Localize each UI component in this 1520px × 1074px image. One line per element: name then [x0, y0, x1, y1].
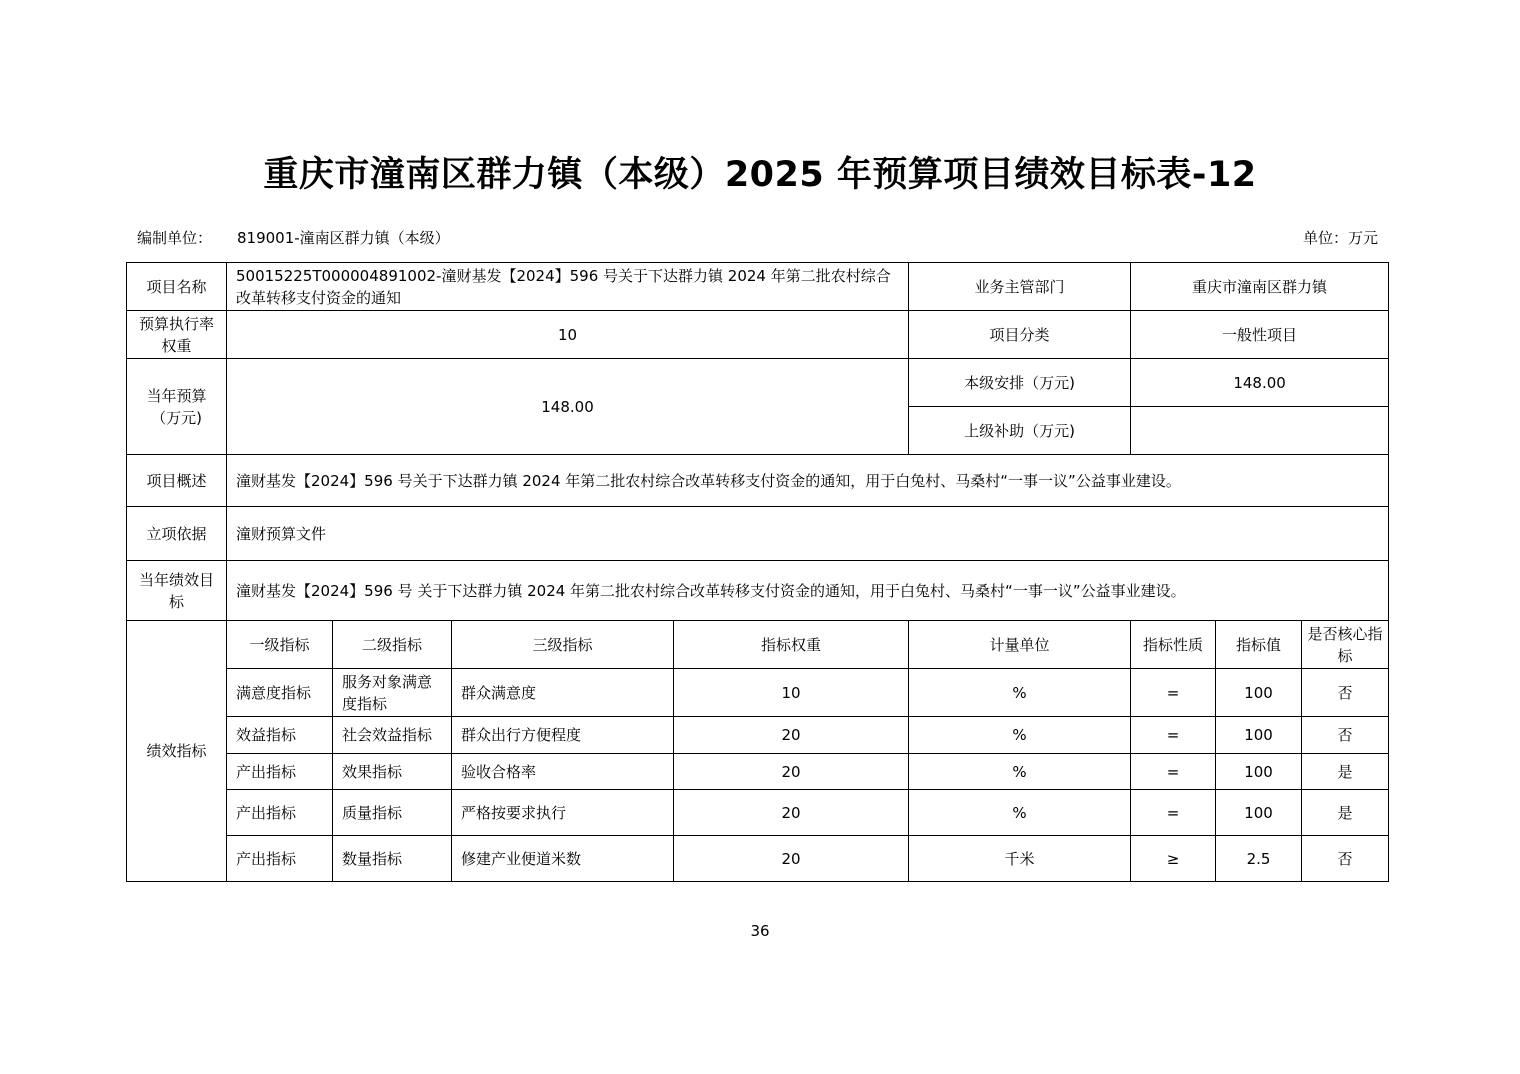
- cell-nature: =: [1131, 790, 1216, 836]
- weight-label: 预算执行率权重: [127, 311, 227, 359]
- cell-value: 100: [1216, 790, 1302, 836]
- cell-value: 100: [1216, 669, 1302, 717]
- cell-level2: 社会效益指标: [333, 717, 452, 754]
- cell-weight: 20: [674, 754, 909, 790]
- cell-level3: 群众满意度: [452, 669, 674, 717]
- dept-label: 业务主管部门: [909, 263, 1131, 311]
- header-core: 是否核心指标: [1302, 621, 1389, 669]
- local-value: 148.00: [1131, 359, 1389, 407]
- goal-label: 当年绩效目标: [127, 561, 227, 621]
- budget-label: 当年预算（万元): [127, 359, 227, 455]
- org-label: 编制单位：: [137, 229, 213, 247]
- cell-level3: 严格按要求执行: [452, 790, 674, 836]
- header-nature: 指标性质: [1131, 621, 1216, 669]
- cell-nature: =: [1131, 754, 1216, 790]
- cell-nature: =: [1131, 717, 1216, 754]
- local-label: 本级安排（万元): [909, 359, 1131, 407]
- cell-level2: 服务对象满意度指标: [333, 669, 452, 717]
- cell-level2: 质量指标: [333, 790, 452, 836]
- cell-level1: 效益指标: [227, 717, 333, 754]
- table-row: [127, 669, 1389, 717]
- project-name-label: 项目名称: [127, 263, 227, 311]
- cell-unit: 千米: [909, 836, 1131, 882]
- cell-nature: ≥: [1131, 836, 1216, 882]
- overview-value: 潼财基发【2024】596 号关于下达群力镇 2024 年第二批农村综合改革转移支付资金的通知，用于白兔村、马桑村“一事一议”公益事业建设。: [227, 455, 1389, 507]
- table-row: [127, 717, 1389, 754]
- cell-unit: %: [909, 669, 1131, 717]
- cell-core: 否: [1302, 836, 1389, 882]
- cell-level2: 效果指标: [333, 754, 452, 790]
- basis-label: 立项依据: [127, 507, 227, 561]
- cell-value: 2.5: [1216, 836, 1302, 882]
- cell-level1: 产出指标: [227, 790, 333, 836]
- table-row: [127, 790, 1389, 836]
- header-weight: 指标权重: [674, 621, 909, 669]
- cell-core: 是: [1302, 790, 1389, 836]
- upper-label: 上级补助（万元): [909, 407, 1131, 455]
- cell-level3: 修建产业便道米数: [452, 836, 674, 882]
- cell-value: 100: [1216, 754, 1302, 790]
- unit-label: 单位：万元: [1302, 229, 1378, 247]
- goal-value: 潼财基发【2024】596 号 关于下达群力镇 2024 年第二批农村综合改革转移支付资金的通知，用于白兔村、马桑村“一事一议”公益事业建设。: [227, 561, 1389, 621]
- cell-weight: 20: [674, 790, 909, 836]
- cell-level1: 产出指标: [227, 754, 333, 790]
- budget-value: 148.00: [227, 359, 909, 455]
- upper-value: [1131, 407, 1389, 455]
- cell-value: 100: [1216, 717, 1302, 754]
- page-number: 36: [750, 922, 770, 940]
- indicator-label: 绩效指标: [127, 621, 227, 882]
- cell-level1: 产出指标: [227, 836, 333, 882]
- cell-unit: %: [909, 790, 1131, 836]
- table-row: [127, 836, 1389, 882]
- org-value: 819001-潼南区群力镇（本级）: [237, 229, 450, 247]
- cell-nature: =: [1131, 669, 1216, 717]
- header-value: 指标值: [1216, 621, 1302, 669]
- cell-weight: 10: [674, 669, 909, 717]
- cell-weight: 20: [674, 717, 909, 754]
- header-level3: 三级指标: [452, 621, 674, 669]
- header-unit: 计量单位: [909, 621, 1131, 669]
- cell-core: 是: [1302, 754, 1389, 790]
- category-value: 一般性项目: [1131, 311, 1389, 359]
- cell-core: 否: [1302, 717, 1389, 754]
- performance-table: [126, 262, 1389, 882]
- basis-value: 潼财预算文件: [227, 507, 1389, 561]
- cell-level3: 群众出行方便程度: [452, 717, 674, 754]
- cell-level1: 满意度指标: [227, 669, 333, 717]
- cell-unit: %: [909, 754, 1131, 790]
- header-level2: 二级指标: [333, 621, 452, 669]
- category-label: 项目分类: [909, 311, 1131, 359]
- cell-level3: 验收合格率: [452, 754, 674, 790]
- header-level1: 一级指标: [227, 621, 333, 669]
- cell-unit: %: [909, 717, 1131, 754]
- dept-value: 重庆市潼南区群力镇: [1131, 263, 1389, 311]
- table-row: [127, 754, 1389, 790]
- project-name-value: 50015225T000004891002-潼财基发【2024】596 号关于下达群力镇 2024 年第二批农村综合改革转移支付资金的通知: [227, 263, 909, 311]
- weight-value: 10: [227, 311, 909, 359]
- cell-level2: 数量指标: [333, 836, 452, 882]
- overview-label: 项目概述: [127, 455, 227, 507]
- cell-core: 否: [1302, 669, 1389, 717]
- cell-weight: 20: [674, 836, 909, 882]
- page-title: 重庆市潼南区群力镇（本级）2025 年预算项目绩效目标表-12: [263, 155, 1257, 195]
- indicator-header-row: [127, 621, 1389, 669]
